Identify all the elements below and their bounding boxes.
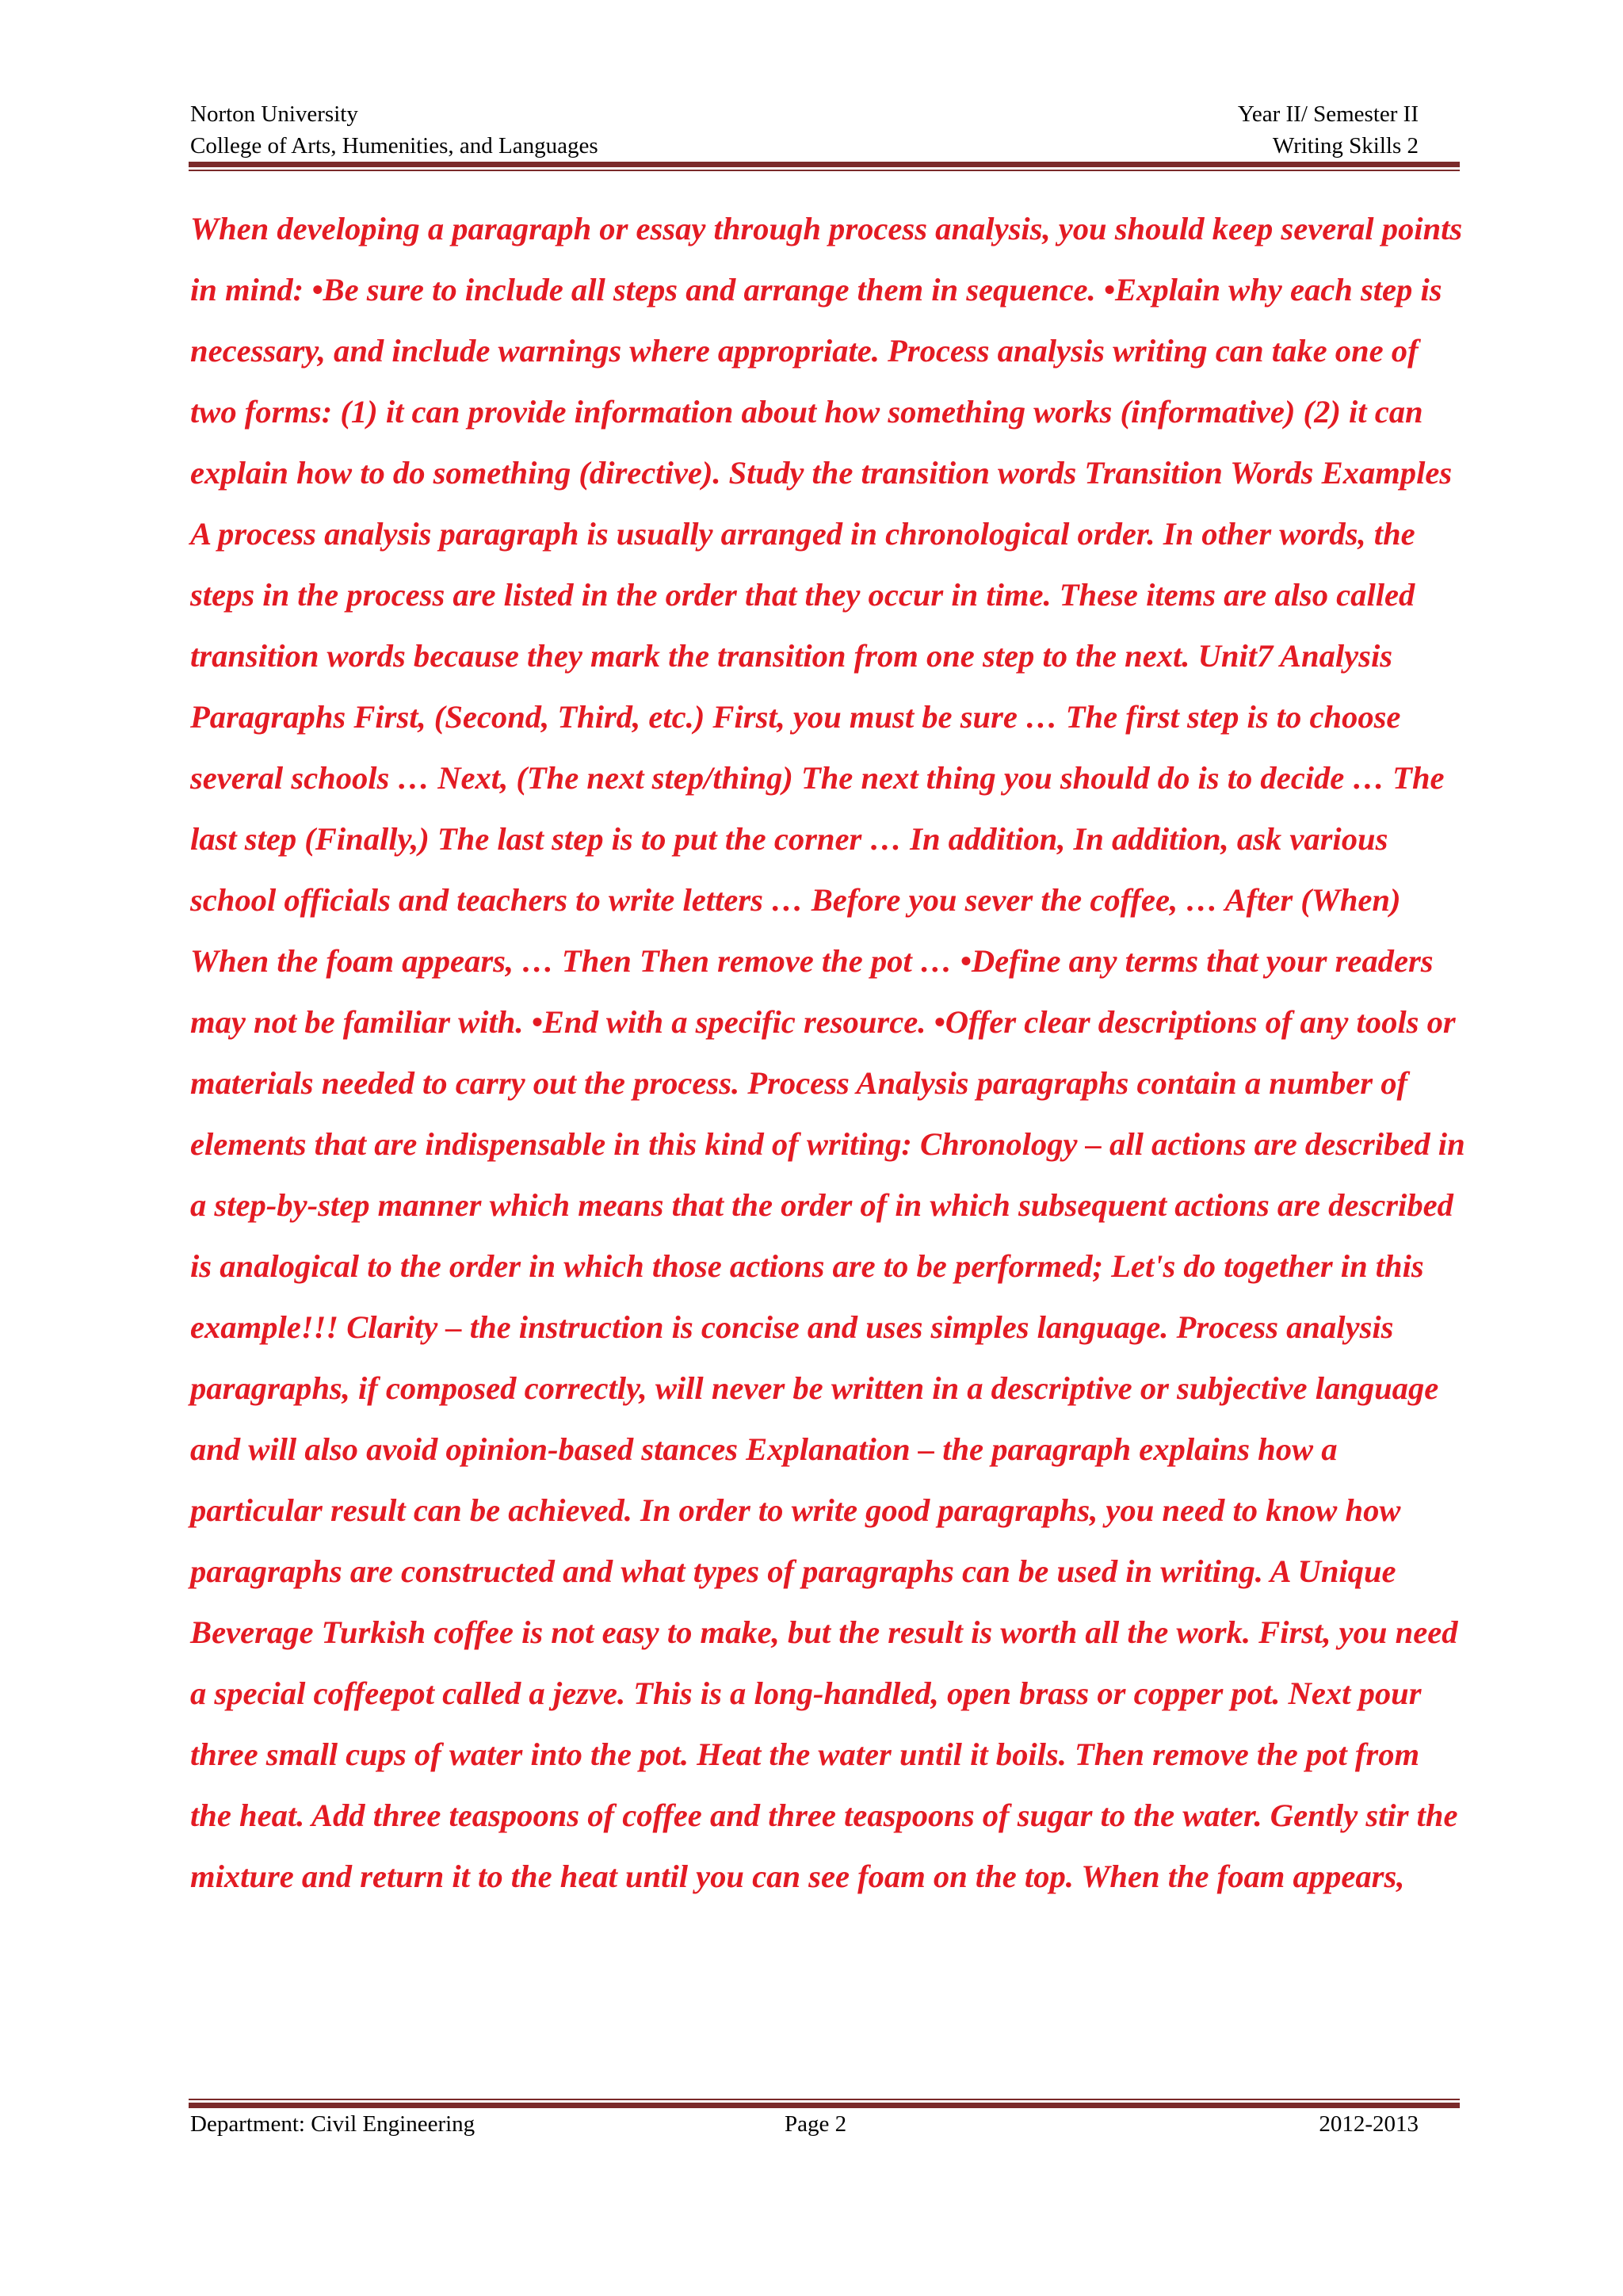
header-row-1	[190, 98, 1419, 130]
department-label: Department: Civil Engineering	[190, 2111, 475, 2137]
body-paragraph: When developing a paragraph or essay through process analysis, you should keep several points in mind: •Be sure to include all steps and arrange them in sequence. •Explain why each step is necessary, and include warnings where appropriate. Process analysis writing can take one of two forms: (1) it can provide information about how something works (informative) (2) it can explain how to do something (directive). Study the transition words Transition Words Examples A process analysis paragraph is usually arranged in chronological order. In other words, the steps in the process are listed in the order that they occur in time. These items are also called transition words because they mark the transition from one step to the next. Unit7 Analysis Paragraphs First, (Second, Third, etc.) First, you must be sure … The first step is to choose several schools … Next, (The next step/thing) The next thing you should do is to decide … The last step (Finally,) The last step is to put the corner … In addition, In addition, ask various school officials and teachers to write letters … Before you sever the coffee, … After (When) When the foam appears, … Then Then remove the pot … •Define any terms that your readers may not be familiar with. •End with a specific resource. •Offer clear descriptions of any tools or materials needed to carry out the process. Process Analysis paragraphs contain a number of elements that are indispensable in this kind of writing: Chronology – all actions are described in a step-by-step manner which means that the order of in which subsequent actions are described is analogical to the order in which those actions are to be performed; Let's do together in this example!!! Clarity – the instruction is concise and uses simples language. Process analysis paragraphs, if composed correctly, will never be written in a descriptive or subjective language and will also avoid opinion-based stances Explanation – the paragraph explains how a particular result can be achieved. In order to write good paragraphs, you need to know how paragraphs are constructed and what types of paragraphs can be used in writing. A Unique Beverage Turkish coffee is not easy to make, but the result is worth all the work. First, you need a special coffeepot called a jezve. This is a long-handled, open brass or copper pot. Next pour three small cups of water into the pot. Heat the water until it boils. Then remove the pot from the heat. Add three teaspoons of coffee and three teaspoons of sugar to the water. Gently stir the mixture and return it to the heat until you can see foam on the top. When the foam appears,	[190, 211, 1465, 1894]
academic-year: 2012-2013	[1319, 2111, 1419, 2137]
page-footer	[190, 2108, 1419, 2140]
course-name: Writing Skills 2	[1272, 133, 1419, 159]
header-rule	[189, 162, 1460, 171]
year-semester: Year II/ Semester II	[1237, 101, 1419, 127]
page-header	[190, 98, 1419, 162]
header-row-2	[190, 130, 1419, 162]
body-text	[190, 198, 1466, 1907]
university-name: Norton University	[190, 101, 358, 127]
page-number: Page 2	[785, 2111, 847, 2137]
footer-rule	[189, 2099, 1460, 2108]
college-name: College of Arts, Humenities, and Languages	[190, 133, 598, 159]
